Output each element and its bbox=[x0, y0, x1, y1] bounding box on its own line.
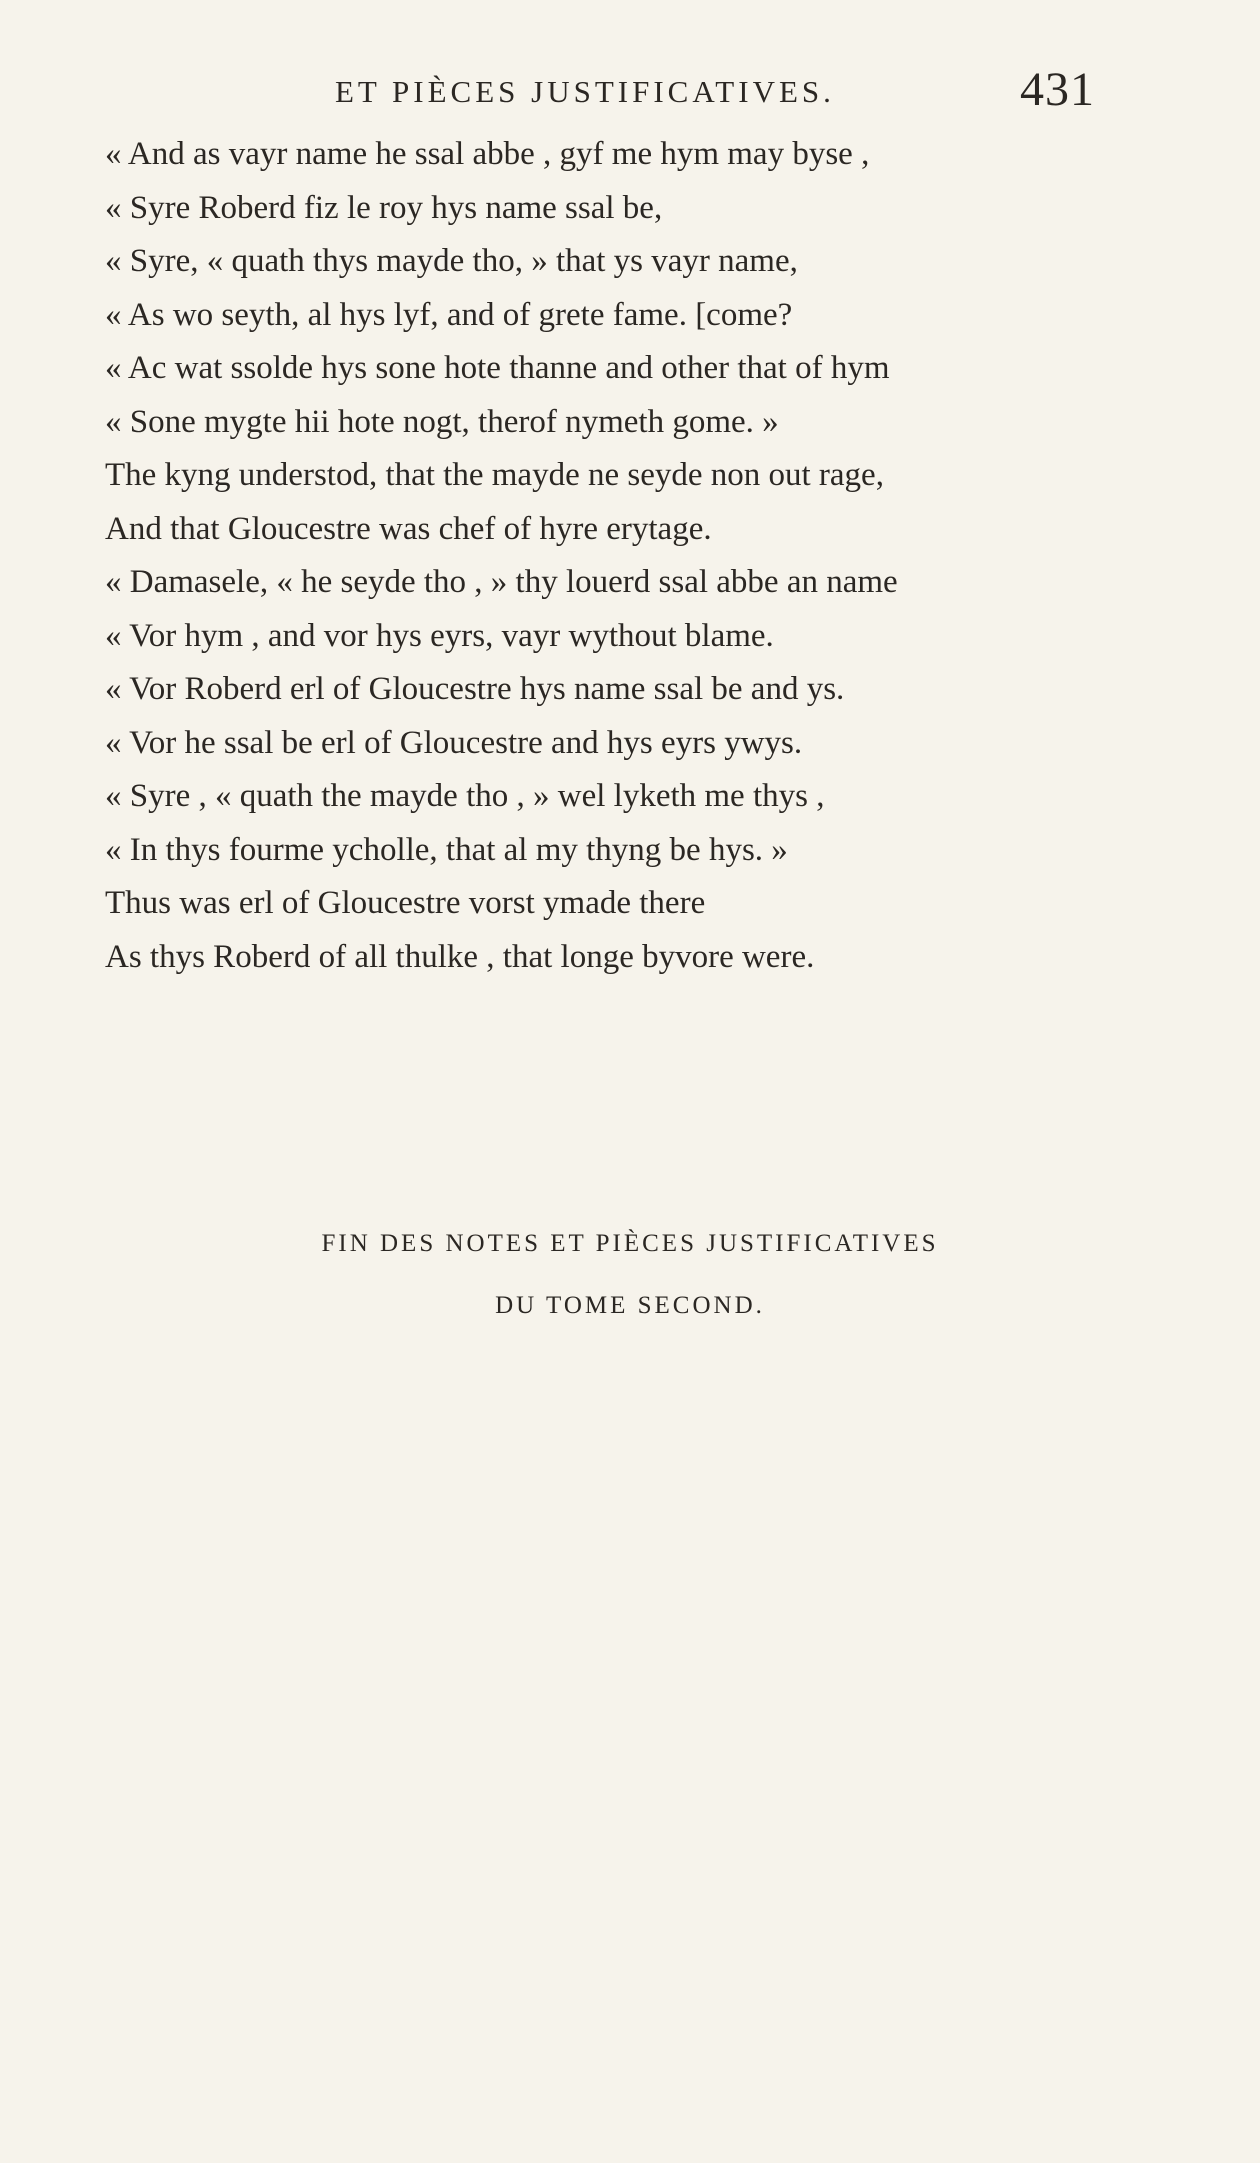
poem-line: « Vor hym , and vor hys eyrs, vayr wythout blame. bbox=[105, 617, 774, 654]
poem-text bbox=[105, 128, 1105, 984]
running-title: ET PIÈCES JUSTIFICATIVES. bbox=[335, 74, 835, 109]
poem-line: « Vor Roberd erl of Gloucestre hys name ssal be and ys. bbox=[105, 671, 845, 707]
poem-line: « Damasele, « he seyde tho , » thy louerd ssal abbe an name bbox=[105, 564, 898, 600]
colophon-line-1: FIN DES NOTES ET PIÈCES JUSTIFICATIVES bbox=[321, 1230, 939, 1257]
page-number: 431 bbox=[1020, 63, 1095, 116]
poem-line: « Vor he ssal be erl of Gloucestre and hys eyrs ywys. bbox=[105, 724, 803, 761]
colophon bbox=[0, 1213, 1260, 1337]
poem-line: « As wo seyth, al hys lyf, and of grete fame. [come? bbox=[105, 296, 793, 333]
poem-line: And that Gloucestre was chef of hyre erytage. bbox=[105, 510, 712, 547]
poem-line: As thys Roberd of all thulke , that longe byvore were. bbox=[105, 938, 815, 975]
poem-line: « In thys fourme ycholle, that al my thyng be hys. » bbox=[105, 831, 788, 868]
poem-line: « Syre , « quath the mayde tho , » wel lyketh me thys , bbox=[105, 778, 825, 814]
poem-line: The kyng understod, that the mayde ne seyde non out rage, bbox=[105, 457, 884, 493]
page-header bbox=[105, 62, 1095, 122]
colophon-line-2: DU TOME SECOND. bbox=[495, 1292, 765, 1319]
poem-line: « Syre Roberd fiz le roy hys name ssal be, bbox=[105, 189, 663, 226]
poem-line: « Syre, « quath thys mayde tho, » that ys vayr name, bbox=[105, 243, 798, 279]
poem-line: « And as vayr name he ssal abbe , gyf me hym may byse , bbox=[105, 136, 870, 172]
poem-line: « Ac wat ssolde hys sone hote thanne and other that of hym bbox=[105, 350, 890, 386]
poem-line: « Sone mygte hii hote nogt, therof nymeth gome. » bbox=[105, 403, 779, 440]
poem-line: Thus was erl of Gloucestre vorst ymade there bbox=[105, 885, 706, 921]
